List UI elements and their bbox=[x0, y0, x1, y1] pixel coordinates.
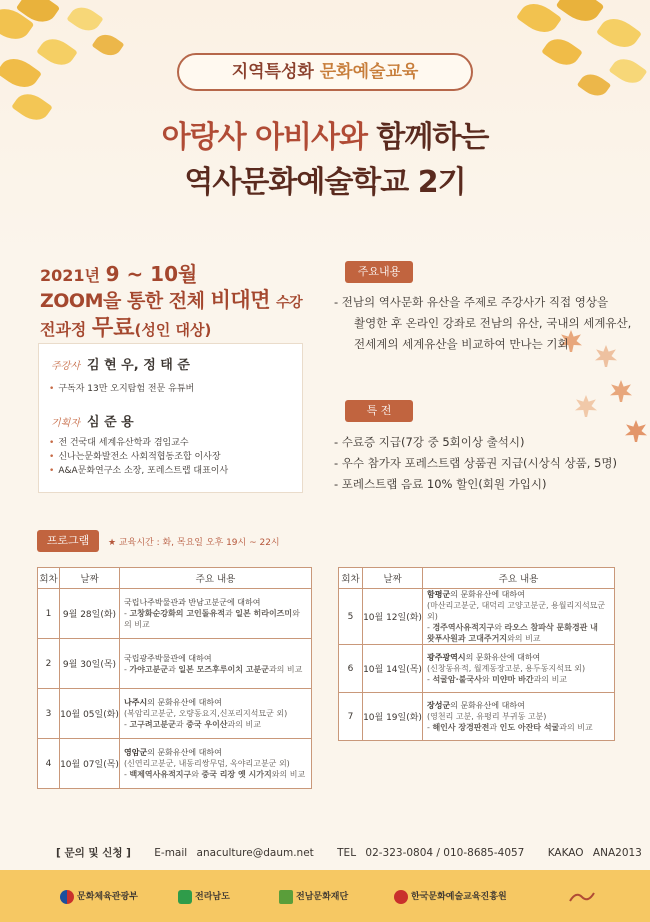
table-row bbox=[38, 689, 312, 739]
session-content bbox=[423, 645, 615, 693]
benefit-line: - 포레스트랩 음료 10% 할인(회원 가입시) bbox=[334, 477, 547, 491]
session-content bbox=[120, 739, 312, 789]
session-line: 장성군의 문화유산에 대하여 bbox=[427, 701, 525, 710]
table-row bbox=[339, 589, 615, 645]
sponsor-logo: 전라남도 bbox=[178, 889, 230, 904]
session-line: - 고구려고분군과 중국 우이산과의 비교 bbox=[124, 720, 261, 729]
session-date: 10월 19일(화) bbox=[363, 693, 423, 741]
session-line: 영암군의 문화유산에 대하여 bbox=[124, 748, 222, 757]
program-table-left bbox=[37, 567, 312, 789]
main-content-line: 촬영한 후 온라인 강좌로 전남의 유산, 국내의 세계유산, bbox=[354, 316, 632, 330]
session-line: - 백제역사유적지구와 중국 리장 옛 시가지와의 비교 bbox=[124, 770, 306, 779]
benefits-tag: 특 전 bbox=[345, 400, 413, 422]
session-number: 5 bbox=[339, 589, 363, 645]
sponsor-logo: 문화체육관광부 bbox=[60, 889, 138, 904]
session-date: 9월 30일(목) bbox=[60, 639, 120, 689]
col-header-content: 주요 내용 bbox=[120, 568, 312, 589]
session-line: 함평군의 문화유산에 대하여 bbox=[427, 590, 525, 599]
col-header-no: 회차 bbox=[38, 568, 60, 589]
session-number: 3 bbox=[38, 689, 60, 739]
program-tag: 프로그램 bbox=[37, 530, 99, 552]
session-content bbox=[423, 693, 615, 741]
lecturer-name: 김 현 우, 정 태 준 bbox=[87, 358, 190, 373]
contact-label: [ 문의 및 신청 ] bbox=[56, 847, 131, 859]
program-time: ★ 교육시간 : 화, 목요일 오후 19시 ~ 22시 bbox=[108, 538, 280, 548]
session-content bbox=[120, 589, 312, 639]
schedule-period: 2021년 9 ~ 10월 bbox=[40, 262, 198, 286]
col-header-date: 날짜 bbox=[60, 568, 120, 589]
lecturer-role: 주강사 bbox=[51, 361, 80, 372]
schedule-fee: 전과정 무료(성인 대상) bbox=[40, 316, 212, 341]
pill-text-1: 지역특성화 bbox=[231, 62, 314, 82]
sponsor-logo: 한국문화예술교육진흥원 bbox=[394, 889, 507, 904]
session-line: 국립광주박물관에 대하여 bbox=[124, 653, 212, 663]
col-header-date: 날짜 bbox=[363, 568, 423, 589]
session-line: 왓푸사원과 고대주거지와의 비교 bbox=[427, 634, 541, 643]
main-content-line: - 전남의 역사문화 유산을 주제로 주강사가 직접 영상을 bbox=[334, 295, 609, 309]
session-date: 10월 12일(화) bbox=[363, 589, 423, 645]
sponsor-logo: 전남문화재단 bbox=[279, 889, 348, 904]
jeonnam-icon bbox=[178, 890, 192, 904]
session-line: (신연리고분군, 내동리쌍무덤, 옥야리고분군 외) bbox=[124, 759, 290, 768]
planner-bullet: • 전 건국대 세계유산학과 겸임교수 bbox=[49, 435, 189, 448]
page-title-line2: 역사문화예술학교 2기 bbox=[184, 165, 466, 200]
session-number: 1 bbox=[38, 589, 60, 639]
session-number: 2 bbox=[38, 639, 60, 689]
title-part-b: 함께하는 bbox=[376, 120, 489, 155]
session-line: - 석굴암·불국사와 미얀마 바간과의 비교 bbox=[427, 675, 568, 684]
session-date: 9월 28일(화) bbox=[60, 589, 120, 639]
title-part-a: 아랑사 아비사와 bbox=[161, 120, 367, 155]
table-row bbox=[38, 639, 312, 689]
session-line: 나주시의 문화유산에 대하여 bbox=[124, 698, 222, 707]
session-line: (신창동유적, 월계동장고분, 용두동지석묘 외) bbox=[427, 664, 586, 673]
session-line: - 해인사 장경판전과 인도 아잔타 석굴과의 비교 bbox=[427, 723, 593, 732]
session-line: - 가야고분군과 일본 모즈후루이치 고분군과의 비교 bbox=[124, 664, 303, 674]
table-row bbox=[38, 739, 312, 789]
planner-name: 심 준 용 bbox=[87, 415, 134, 430]
planner-bullet: • 신나는문화발전소 사회적협동조합 이사장 bbox=[49, 449, 221, 462]
pill-text-2: 문화예술교육 bbox=[319, 62, 419, 82]
main-content-line: 전세계의 세계유산을 비교하여 만나는 기회 bbox=[354, 337, 569, 351]
page-title-line1 bbox=[0, 112, 650, 156]
program-table-right bbox=[338, 567, 615, 741]
session-line: (영천리 고분, 유평리 부귀동 고분) bbox=[427, 712, 547, 721]
taegeuk-icon bbox=[60, 890, 74, 904]
session-date: 10월 07일(목) bbox=[60, 739, 120, 789]
session-number: 4 bbox=[38, 739, 60, 789]
session-number: 7 bbox=[339, 693, 363, 741]
session-line: 광주광역시의 문화유산에 대하여 bbox=[427, 653, 541, 662]
contact-info bbox=[56, 845, 642, 860]
email-label: E-mail bbox=[154, 847, 188, 859]
session-content bbox=[120, 639, 312, 689]
email-link[interactable]: anaculture@daum.net bbox=[196, 847, 314, 859]
schedule-format: ZOOM을 통한 전체 비대면 수강 bbox=[40, 288, 303, 312]
organizer-logo bbox=[568, 889, 596, 908]
col-header-no: 회차 bbox=[339, 568, 363, 589]
session-content bbox=[423, 589, 615, 645]
col-header-content: 주요 내용 bbox=[423, 568, 615, 589]
tel-value: 02-323-0804 / 010-8685-4057 bbox=[365, 847, 525, 859]
kakao-value: ANA2013 bbox=[592, 847, 642, 859]
table-row bbox=[38, 589, 312, 639]
planner-role: 기획자 bbox=[51, 418, 80, 429]
benefit-line: - 우수 참가자 포레스트랩 상품권 지급(시상식 상품, 5명) bbox=[334, 456, 617, 470]
lecturer-bullet: • 구독자 13만 오지탐험 전문 유튜버 bbox=[49, 381, 194, 394]
session-content bbox=[120, 689, 312, 739]
session-line: - 고창화순강화의 고인돌유적과 일본 히라이즈미와의 비교 bbox=[124, 609, 300, 629]
session-line: - 경주역사유적지구와 라오스 참파삭 문화경관 내 bbox=[427, 623, 598, 632]
table-row bbox=[339, 693, 615, 741]
kakao-label: KAKAO bbox=[547, 847, 584, 859]
session-line: (복암리고분군, 오량동요지,신포리지석묘군 외) bbox=[124, 709, 288, 718]
organizer-logo-icon bbox=[568, 889, 596, 905]
table-row bbox=[339, 645, 615, 693]
session-date: 10월 05일(화) bbox=[60, 689, 120, 739]
foundation-icon bbox=[279, 890, 293, 904]
lecturer-box bbox=[38, 343, 303, 493]
session-line: (마산리고분군, 대덕리 고양고분군, 용월리지석묘군 외) bbox=[427, 601, 606, 621]
benefit-line: - 수료증 지급(7강 중 5회이상 출석시) bbox=[334, 435, 525, 449]
session-date: 10월 14일(목) bbox=[363, 645, 423, 693]
session-line: 국립나주박물관과 반남고분군에 대하여 bbox=[124, 598, 261, 607]
program-category-pill bbox=[177, 53, 473, 91]
session-number: 6 bbox=[339, 645, 363, 693]
tel-label: TEL bbox=[337, 847, 357, 859]
planner-bullet: • A&A문화연구소 소장, 포레스트랩 대표이사 bbox=[49, 463, 228, 476]
main-content-tag: 주요내용 bbox=[345, 261, 413, 283]
arte-icon bbox=[394, 890, 408, 904]
